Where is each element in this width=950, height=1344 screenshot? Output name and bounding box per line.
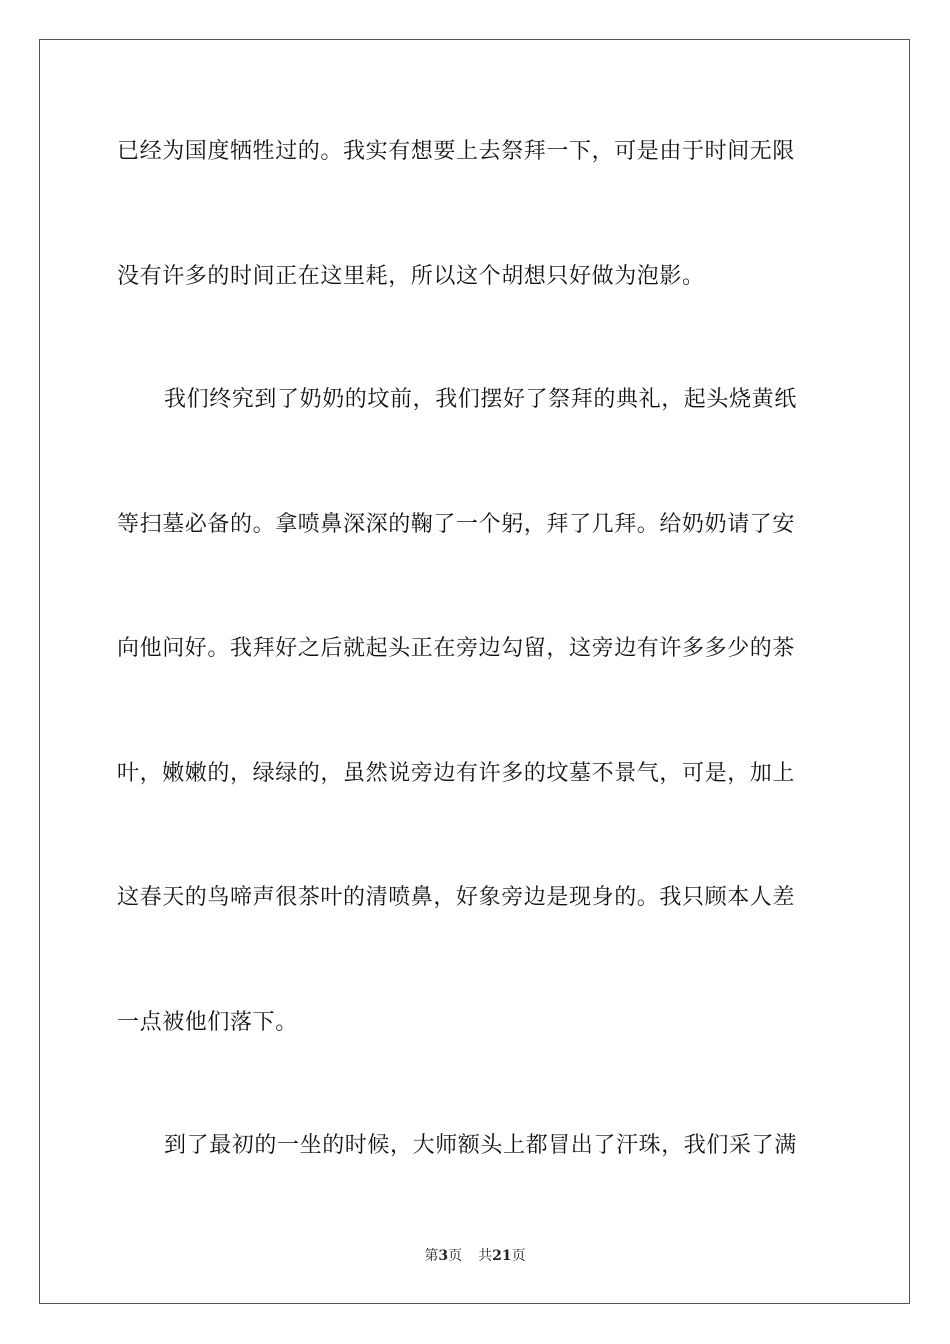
body-text-line-1: 已经为国度牺牲过的。我实有想要上去祭拜一下，可是由于时间无限 (117, 139, 796, 164)
body-text-line-5: 向他问好。我拜好之后就起头正在旁边勾留，这旁边有许多多少的茶 (117, 636, 796, 661)
page-number: 3 (438, 1248, 449, 1264)
body-text-line-8: 一点被他们落下。 (117, 1010, 298, 1035)
body-text-line-7: 这春天的鸟啼声很茶叶的清喷鼻，好象旁边是现身的。我只顾本人差 (117, 885, 796, 910)
body-text-line-2: 没有许多的时间正在这里耗，所以这个胡想只好做为泡影。 (117, 264, 705, 289)
page-border (39, 39, 910, 1304)
page-prefix: 第 (424, 1248, 439, 1264)
body-text-line-6: 叶，嫩嫩的，绿绿的，虽然说旁边有许多的坟墓不景气，可是，加上 (117, 761, 796, 786)
body-text-line-4: 等扫墓必备的。拿喷鼻深深的鞠了一个躬，拜了几拜。给奶奶请了安 (117, 512, 796, 537)
total-suffix: 页 (511, 1248, 526, 1264)
total-pages: 21 (492, 1248, 512, 1264)
total-prefix: 共 (478, 1248, 493, 1264)
page-suffix: 页 (448, 1248, 463, 1264)
page-footer (0, 1247, 950, 1265)
body-text-line-9: 到了最初的一坐的时候，大师额头上都冒出了汗珠，我们采了满 (164, 1133, 797, 1158)
body-text-line-3: 我们终究到了奶奶的坟前，我们摆好了祭拜的典礼，起头烧黄纸 (164, 387, 797, 412)
